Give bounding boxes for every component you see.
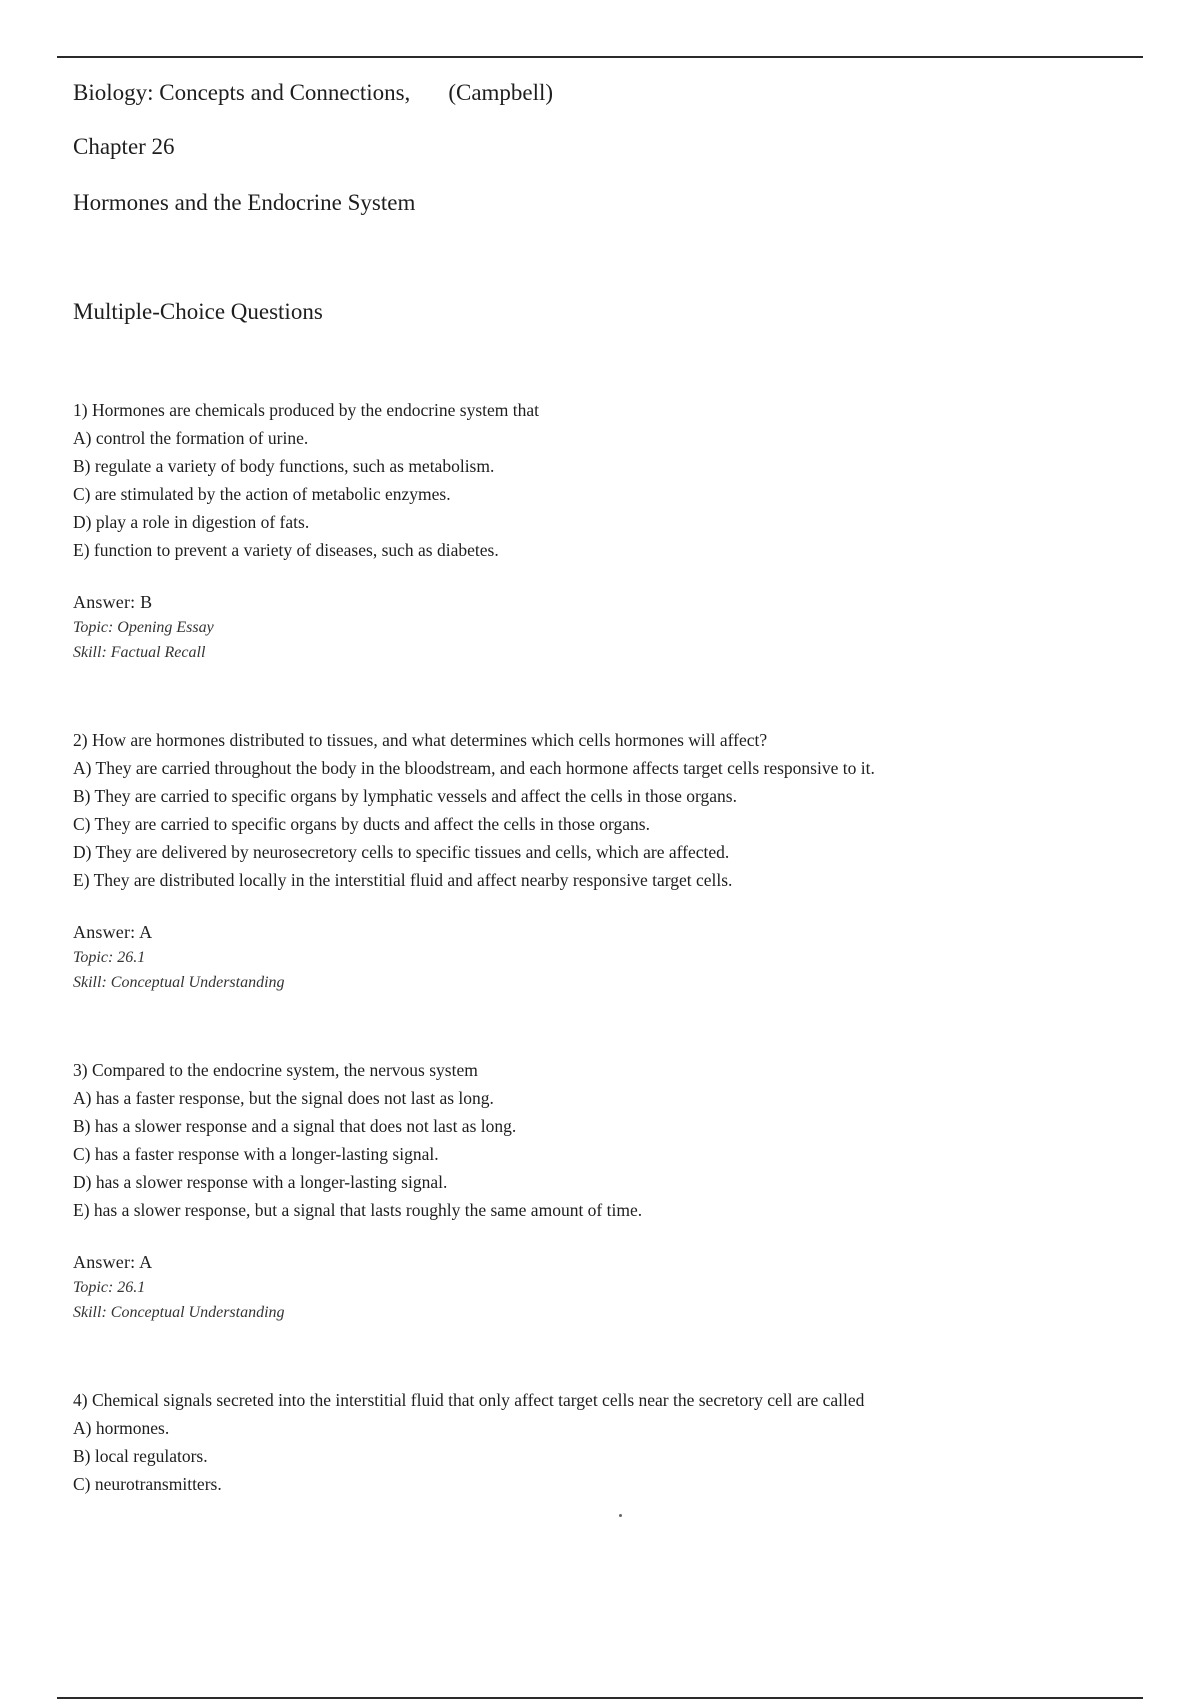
skill: Skill: Factual Recall [73,644,206,661]
scan-speck [619,1514,622,1517]
book-title [73,78,1143,108]
option-a: A) They are carried throughout the body in the bloodstream, and each hormone affects target cells responsive to it. [73,758,875,778]
book-name: Biology: Concepts and Connections, [73,80,411,105]
chapter-title: Hormones and the Endocrine System [73,190,416,215]
question-stem: 4) Chemical signals secreted into the interstitial fluid that only affect target cells near the secretory cell are called [73,1390,865,1410]
question-4 [73,1386,1143,1498]
answer: Answer: A [73,922,153,942]
option-b: B) regulate a variety of body functions, such as metabolism. [73,456,495,476]
option-a: A) control the formation of urine. [73,428,309,448]
question-1 [73,396,1143,665]
option-d: D) They are delivered by neurosecretory cells to specific tissues and cells, which are affected. [73,842,730,862]
section-heading: Multiple-Choice Questions [73,299,323,324]
option-e: E) has a slower response, but a signal that lasts roughly the same amount of time. [73,1200,643,1220]
question-3 [73,1056,1143,1325]
option-c: C) They are carried to specific organs by ducts and affect the cells in those organs. [73,814,650,834]
question-stem: 2) How are hormones distributed to tissues, and what determines which cells hormones will affect? [73,730,768,750]
option-d: D) has a slower response with a longer-lasting signal. [73,1172,448,1192]
option-e: E) function to prevent a variety of diseases, such as diabetes. [73,540,499,560]
question-stem: 1) Hormones are chemicals produced by the endocrine system that [73,400,540,420]
answer: Answer: B [73,592,153,612]
document-page [73,70,1143,1498]
option-e: E) They are distributed locally in the interstitial fluid and affect nearby responsive target cells. [73,870,733,890]
option-a: A) hormones. [73,1418,170,1438]
topic: Topic: 26.1 [73,1279,146,1296]
question-stem: 3) Compared to the endocrine system, the nervous system [73,1060,478,1080]
option-b: B) has a slower response and a signal that does not last as long. [73,1116,517,1136]
option-c: C) has a faster response with a longer-lasting signal. [73,1144,439,1164]
option-b: B) They are carried to specific organs by lymphatic vessels and affect the cells in those organs. [73,786,737,806]
top-rule [57,56,1143,58]
option-c: C) neurotransmitters. [73,1474,222,1494]
question-list [73,396,1143,1498]
skill: Skill: Conceptual Understanding [73,974,285,991]
option-b: B) local regulators. [73,1446,208,1466]
question-2 [73,726,1143,995]
skill: Skill: Conceptual Understanding [73,1304,285,1321]
answer: Answer: A [73,1252,153,1272]
topic: Topic: Opening Essay [73,619,214,636]
option-a: A) has a faster response, but the signal does not last as long. [73,1088,494,1108]
bottom-rule [57,1697,1143,1699]
option-c: C) are stimulated by the action of metabolic enzymes. [73,484,451,504]
chapter-number: Chapter 26 [73,134,175,159]
topic: Topic: 26.1 [73,949,146,966]
option-d: D) play a role in digestion of fats. [73,512,310,532]
book-author: (Campbell) [448,80,554,105]
